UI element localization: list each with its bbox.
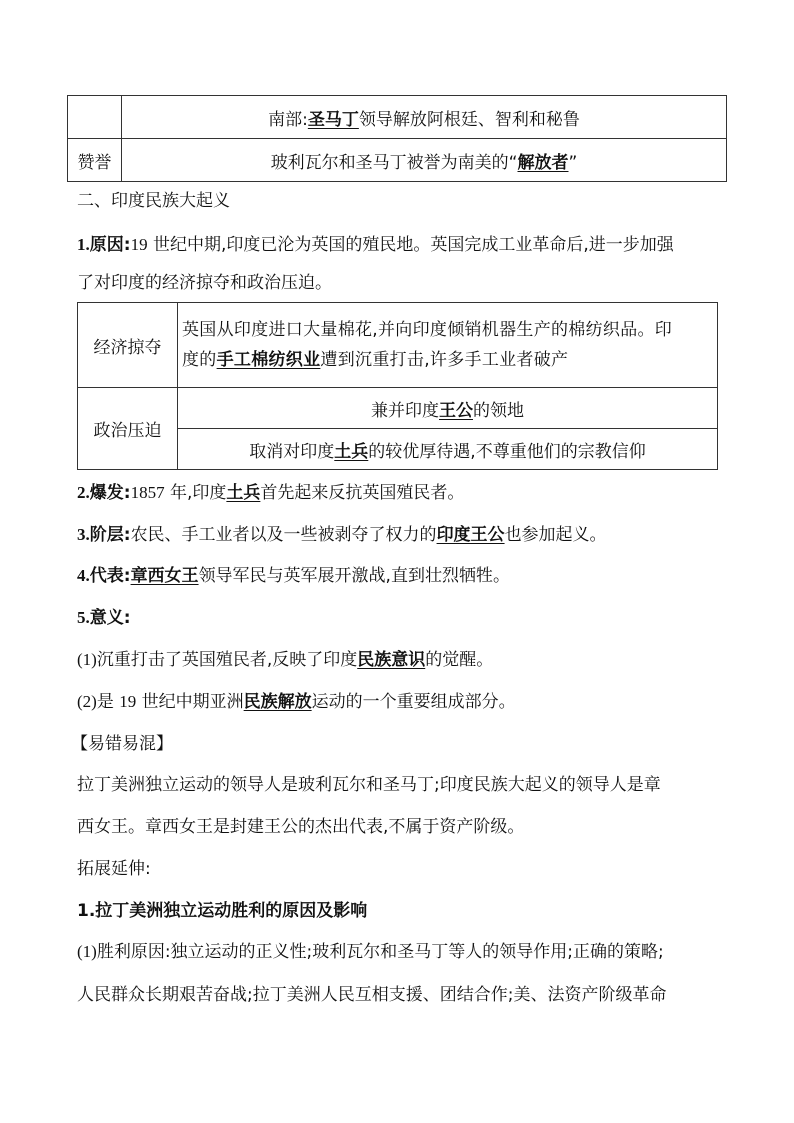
year: 19: [119, 692, 137, 711]
item-number: 3.: [77, 525, 90, 544]
item-heading: 原因:: [89, 235, 131, 255]
keyword: 章西女王: [130, 566, 199, 586]
item-heading: 意义:: [89, 608, 131, 628]
leaders-table: [67, 95, 727, 182]
text: 英国从印度进口大量棉花,并向印度倾销机器生产的棉纺织品。印: [182, 320, 673, 340]
keyword: 印度王公: [436, 525, 505, 545]
extension-subtitle: 1.拉丁美洲独立运动胜利的原因及影响: [77, 901, 368, 921]
text: 世纪中期,印度已沦为英国的殖民地。英国完成工业革命后,进一步加强: [147, 235, 674, 255]
item-number: (1): [77, 942, 97, 961]
text: 的领地: [473, 400, 524, 421]
cause-paragraph-line1: [77, 233, 674, 257]
significance-heading: [77, 606, 131, 630]
outbreak-paragraph: [77, 481, 464, 505]
table-cell: [178, 429, 718, 470]
keyword: 王公: [439, 400, 473, 421]
year: 19: [130, 235, 148, 254]
text: 是: [96, 692, 120, 712]
row-label: 政治压迫: [78, 388, 178, 470]
keyword: 解放者: [517, 152, 569, 173]
text: 领导解放阿根廷、智利和秘鲁: [358, 109, 580, 130]
mistake-title: 【易错易混】: [71, 734, 173, 754]
text: 的觉醒。: [425, 650, 494, 670]
strata-paragraph: [77, 523, 607, 547]
text: 农民、手工业者以及一些被剥夺了权力的: [130, 525, 437, 545]
text: ”: [568, 152, 578, 173]
item-number: 1.: [77, 235, 90, 254]
row-label: 经济掠夺: [78, 303, 178, 388]
text: 首先起来反抗英国殖民者。: [260, 483, 465, 503]
text: 度的: [182, 350, 217, 370]
mistake-line1: 拉丁美洲独立运动的领导人是玻利瓦尔和圣马丁;印度民族大起义的领导人是章: [77, 775, 661, 795]
text: 也参加起义。: [504, 525, 607, 545]
table-cell: [178, 303, 718, 388]
text: 运动的一个重要组成部分。: [311, 692, 516, 712]
keyword: 圣马丁: [307, 109, 359, 130]
text: 沉重打击了英国殖民者,反映了印度: [96, 650, 358, 670]
table-cell-empty: [68, 96, 122, 139]
text: 兼并印度: [371, 400, 439, 421]
keyword: 土兵: [334, 441, 369, 462]
representative-paragraph: [77, 564, 510, 588]
keyword: 民族解放: [243, 692, 312, 712]
table-cell: [122, 96, 727, 139]
significance-item-1: [77, 648, 493, 672]
text: 取消对印度: [249, 441, 335, 462]
extension-paragraph-line1: [77, 940, 664, 964]
text: 领导军民与英军展开激战,直到壮烈牺牲。: [198, 566, 510, 586]
text-line: [182, 345, 713, 375]
text: 遭到沉重打击,许多手工业者破产: [320, 350, 569, 370]
text: 年,印度: [164, 483, 227, 503]
oppression-table: [77, 302, 718, 470]
cause-paragraph-line2: 了对印度的经济掠夺和政治压迫。: [77, 273, 332, 293]
text: 的较优厚待遇,不尊重他们的宗教信仰: [368, 441, 646, 462]
table-cell: [178, 388, 718, 429]
extension-title: 拓展延伸:: [77, 859, 151, 879]
table-row: [68, 139, 727, 182]
item-number: 2.: [77, 483, 90, 502]
item-number: 5.: [77, 608, 90, 627]
keyword: 手工棉纺织业: [216, 350, 321, 370]
item-number: (2): [77, 692, 97, 711]
item-heading: 爆发:: [89, 483, 131, 503]
table-row: [68, 96, 727, 139]
table-row: [78, 388, 718, 429]
item-number: (1): [77, 650, 97, 669]
text: 玻利瓦尔和圣马丁被誉为南美的“: [270, 152, 518, 173]
row-label: 赞誉: [68, 139, 122, 182]
table-row: [78, 303, 718, 388]
year: 1857: [130, 483, 165, 502]
text: 世纪中期亚洲: [136, 692, 244, 712]
table-cell: [122, 139, 727, 182]
item-number: 4.: [77, 566, 90, 585]
extension-paragraph-line2: 人民群众长期艰苦奋战;拉丁美洲人民互相支援、团结合作;美、法资产阶级革命: [77, 985, 667, 1005]
keyword: 民族意识: [357, 650, 426, 670]
significance-item-2: [77, 690, 516, 714]
mistake-line2: 西女王。章西女王是封建王公的杰出代表,不属于资产阶级。: [77, 817, 525, 837]
text: 胜利原因:独立运动的正义性;玻利瓦尔和圣马丁等人的领导作用;正确的策略;: [96, 942, 664, 962]
section-heading: 二、印度民族大起义: [77, 191, 230, 211]
item-heading: 阶层:: [89, 525, 131, 545]
item-heading: 代表:: [89, 566, 131, 586]
text: 南部:: [268, 109, 308, 130]
keyword: 土兵: [226, 483, 261, 503]
